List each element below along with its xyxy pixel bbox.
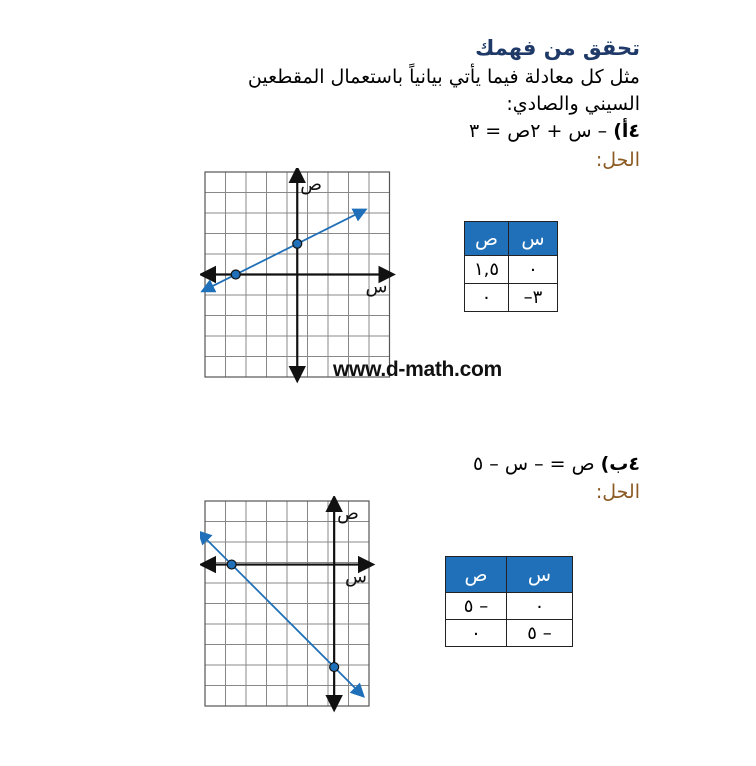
intercept-point	[330, 663, 339, 672]
instruction-line-1: مثل كل معادلة فيما يأتي بيانياً باستعمال المقطعين	[247, 66, 640, 88]
table-header-y: ص	[465, 222, 509, 256]
graph-line	[204, 210, 365, 290]
table-cell: ٠	[507, 593, 573, 620]
intercept-point	[231, 270, 240, 279]
problem-a-graph	[200, 168, 400, 384]
section-title: تحقق من فهمك	[475, 36, 640, 60]
problem-b-graph	[200, 496, 400, 716]
watermark: www.d-math.com	[333, 358, 502, 381]
table-cell: ٠	[446, 620, 507, 647]
x-axis-label: س	[345, 566, 367, 588]
y-axis-label: ص	[300, 174, 323, 195]
table-header-x: س	[507, 557, 573, 593]
intercept-point	[293, 239, 302, 248]
graph-line	[200, 533, 362, 696]
y-axis-label: ص	[337, 503, 359, 524]
problem-a-table	[464, 221, 558, 312]
x-axis-label: س	[365, 276, 388, 298]
table-header-y: ص	[446, 557, 507, 593]
table-cell: ١,٥	[465, 256, 509, 284]
table-cell: ٠	[465, 284, 509, 312]
instruction-line-2: السيني والصادي:	[506, 93, 640, 115]
problem-a-solution-label: الحل:	[595, 149, 640, 171]
table-cell: ٠	[509, 256, 558, 284]
problem-b-heading	[473, 453, 640, 475]
problem-b-equation: ص = – س – ٥	[473, 453, 595, 475]
problem-b-label: ٤ب)	[600, 453, 640, 475]
problem-a-label: ٤أ)	[613, 120, 640, 142]
problem-b-table	[445, 556, 573, 647]
table-cell: – ٥	[507, 620, 573, 647]
table-cell: ٣–	[509, 284, 558, 312]
table-header-x: س	[509, 222, 558, 256]
intercept-point	[227, 560, 236, 569]
problem-b-solution-label: الحل:	[595, 481, 640, 503]
table-cell: – ٥	[446, 593, 507, 620]
problem-a-heading	[469, 120, 640, 142]
problem-a-equation: – س + ٢ص = ٣	[468, 120, 608, 142]
